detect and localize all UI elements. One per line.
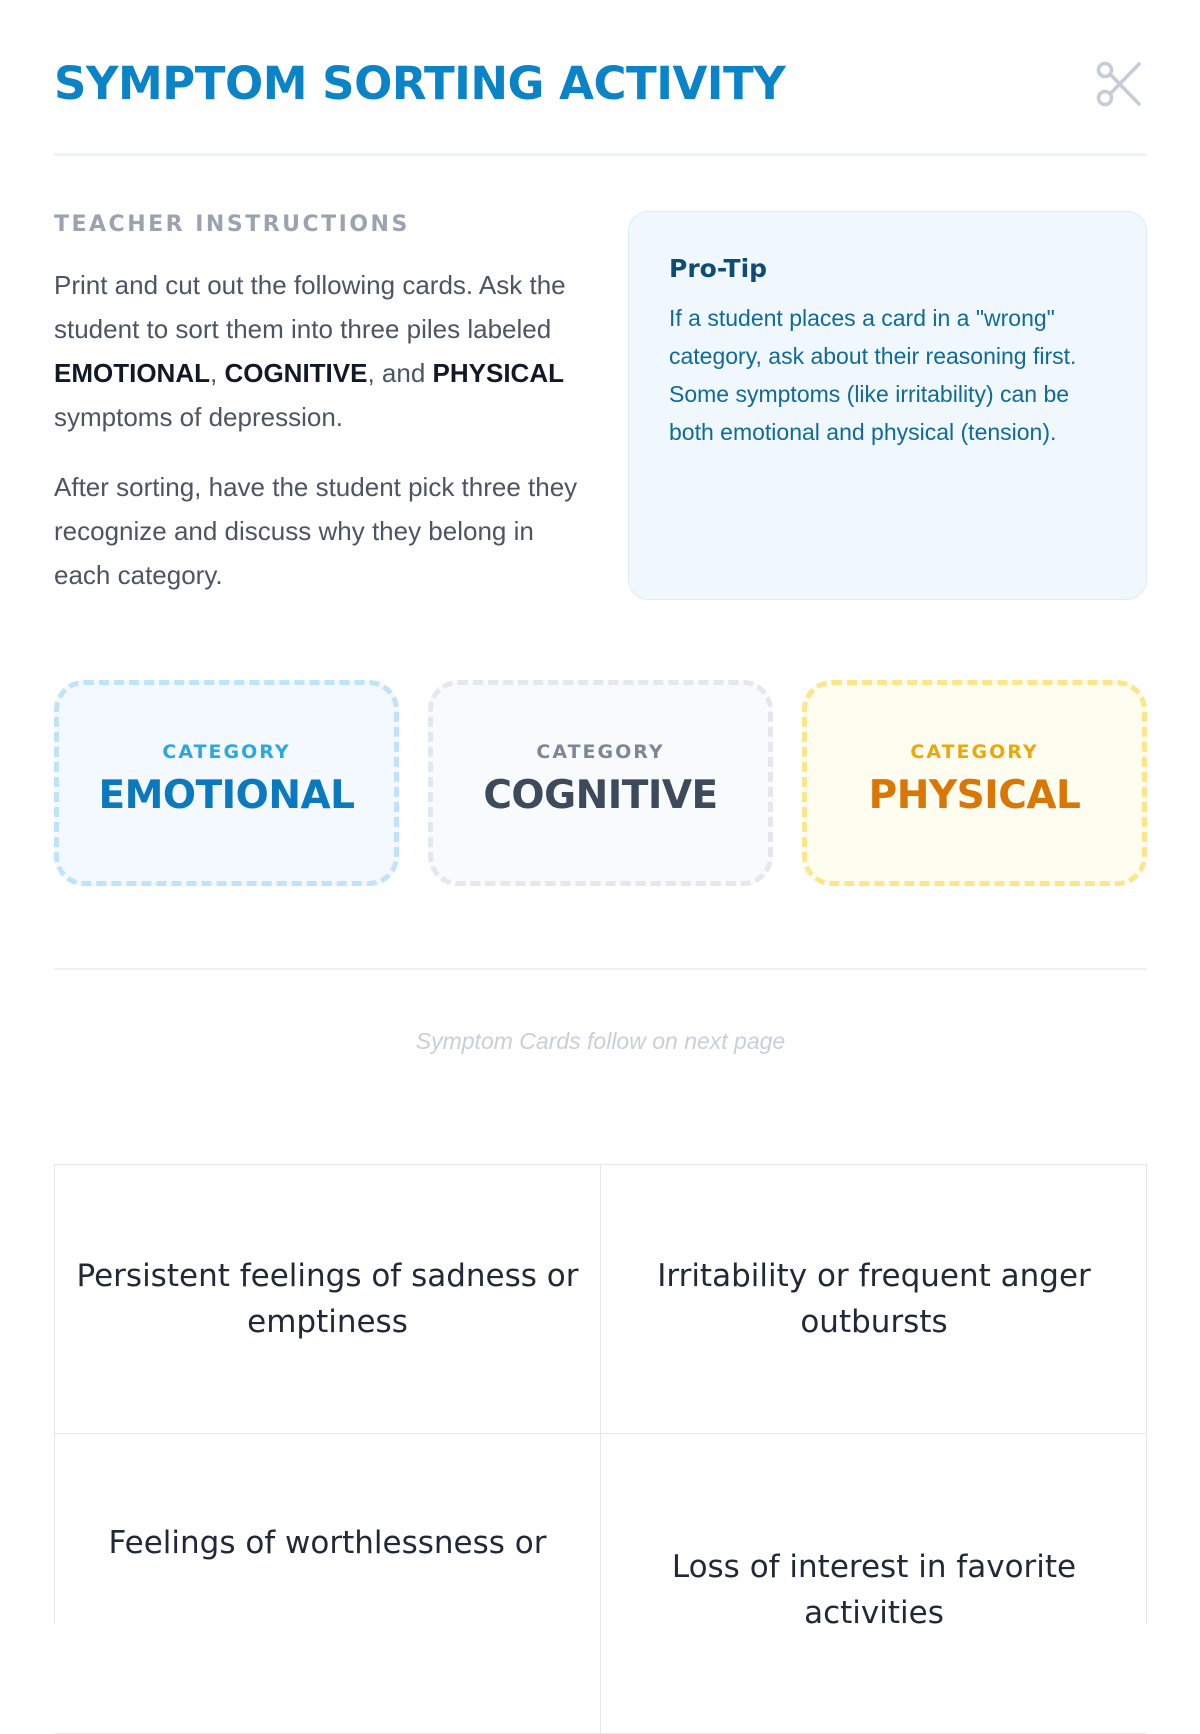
pro-tip-box xyxy=(628,211,1147,600)
page-title: SYMPTOM SORTING ACTIVITY xyxy=(54,57,786,110)
emotional-keyword: EMOTIONAL xyxy=(54,358,210,388)
scissors-icon xyxy=(1095,60,1143,108)
physical-keyword: PHYSICAL xyxy=(432,358,564,388)
pro-tip-body: If a student places a card in a "wrong" category, ask about their reasoning first. Some symptoms (like irritability) can be both emotional and physical (tension). xyxy=(669,305,1077,445)
category-caption: CATEGORY xyxy=(536,741,665,763)
category-caption: CATEGORY xyxy=(162,741,291,763)
symptom-card-text: Feelings of worthlessness or xyxy=(108,1525,547,1561)
symptom-card xyxy=(55,1165,601,1434)
symptom-card xyxy=(55,1434,601,1734)
category-name: EMOTIONAL xyxy=(98,773,355,818)
category-name: PHYSICAL xyxy=(868,773,1081,818)
symptom-card-text: Loss of interest in favorite activities xyxy=(671,1549,1077,1631)
category-card-cognitive xyxy=(428,680,773,886)
section-divider xyxy=(54,968,1147,970)
next-page-note: Symptom Cards follow on next page xyxy=(415,1028,786,1054)
category-card-physical xyxy=(802,680,1147,886)
teacher-instructions xyxy=(54,212,584,597)
pro-tip-title: Pro-Tip xyxy=(669,254,768,283)
category-caption: CATEGORY xyxy=(910,741,1039,763)
cognitive-keyword: COGNITIVE xyxy=(224,358,368,388)
symptom-cards-grid xyxy=(54,1164,1147,1631)
symptom-card-text: Persistent feelings of sadness or emptiness xyxy=(76,1258,579,1340)
instructions-paragraph-1: Print and cut out the following cards. Ask the student to sort them into three piles labeled EMOTIONAL, COGNITIVE, and PHYSICAL symptoms of depression. xyxy=(54,270,566,432)
instructions-label: TEACHER INSTRUCTIONS xyxy=(54,212,410,237)
symptom-card xyxy=(601,1165,1147,1434)
symptom-card xyxy=(601,1434,1147,1734)
category-labels xyxy=(54,680,1147,886)
symptom-card-text: Irritability or frequent anger outbursts xyxy=(657,1258,1091,1340)
instructions-paragraph-2: After sorting, have the student pick three they recognize and discuss why they belong in each category. xyxy=(54,472,578,590)
category-card-emotional xyxy=(54,680,399,886)
category-name: COGNITIVE xyxy=(483,773,718,818)
page-header xyxy=(54,52,1147,156)
